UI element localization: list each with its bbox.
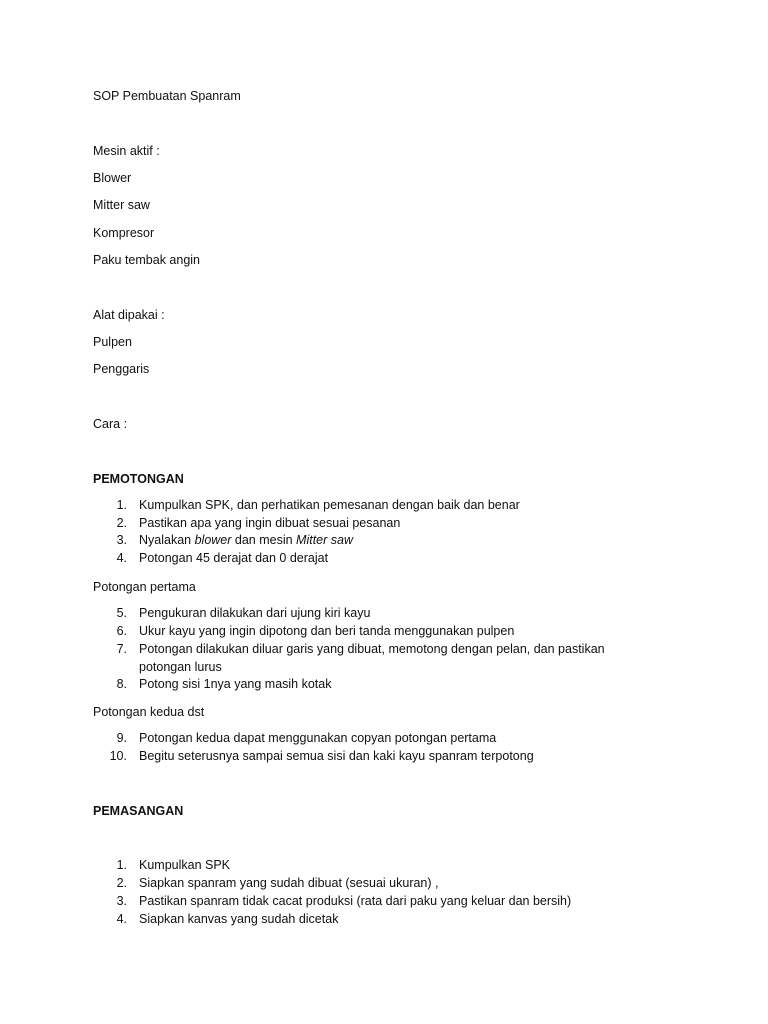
list-text: Pastikan spanram tidak cacat produksi (rata dari paku yang keluar dan bersih) (139, 894, 572, 908)
mesin-item: Paku tembak angin (93, 253, 201, 267)
emphasis-blower: blower (194, 533, 232, 547)
list-number: 5. (116, 606, 127, 620)
list-number: 4. (116, 551, 127, 565)
list-text: Begitu seterusnya sampai semua sisi dan kaki kayu spanram terpotong (139, 749, 534, 763)
list-number: 2. (116, 516, 127, 530)
list-text: Kumpulkan SPK, dan perhatikan pemesanan dengan baik dan benar (139, 498, 520, 512)
list-text: Siapkan spanram yang sudah dibuat (sesuai ukuran) , (139, 876, 439, 890)
list-number: 1. (116, 498, 127, 512)
list-number: 10. (109, 749, 127, 763)
list-number: 7. (116, 642, 127, 656)
section-heading-pemasangan: PEMASANGAN (93, 804, 184, 818)
mesin-item: Blower (93, 171, 132, 185)
alat-label: Alat dipakai : (93, 308, 165, 322)
list-number: 8. (116, 677, 127, 691)
section-heading-pemotongan: PEMOTONGAN (93, 472, 184, 486)
list-text: Potongan dilakukan diluar garis yang dibuat, memotong dengan pelan, dan pastikan potongan lurus (139, 642, 605, 674)
list-text: Potongan 45 derajat dan 0 derajat (139, 551, 329, 565)
list-number: 9. (116, 731, 127, 745)
list-text: Potong sisi 1nya yang masih kotak (139, 677, 332, 691)
list-number: 3. (116, 533, 127, 547)
mesin-item: Mitter saw (93, 198, 150, 212)
text-run: Nyalakan (139, 533, 195, 547)
subheading-potongan-kedua: Potongan kedua dst (93, 705, 205, 719)
list-text: Potongan kedua dapat menggunakan copyan potongan pertama (139, 731, 497, 745)
emphasis-mitter-saw: Mitter saw (296, 533, 353, 547)
text-run: dan mesin (231, 533, 297, 547)
alat-item: Penggaris (93, 362, 150, 376)
list-text: Pastikan apa yang ingin dibuat sesuai pesanan (139, 516, 401, 530)
cara-label: Cara : (93, 417, 128, 431)
list-text: Pengukuran dilakukan dari ujung kiri kayu (139, 606, 371, 620)
list-number: 4. (116, 912, 127, 926)
list-text: Kumpulkan SPK (139, 858, 231, 872)
list-number: 6. (116, 624, 127, 638)
list-number: 2. (116, 876, 127, 890)
list-text (139, 532, 659, 550)
mesin-item: Kompresor (93, 226, 155, 240)
alat-item: Pulpen (93, 335, 132, 349)
list-number: 1. (116, 858, 127, 872)
subheading-potongan-pertama: Potongan pertama (93, 580, 196, 594)
mesin-label: Mesin aktif : (93, 144, 160, 158)
document-title: SOP Pembuatan Spanram (93, 89, 241, 103)
list-number: 3. (116, 894, 127, 908)
list-text: Ukur kayu yang ingin dipotong dan beri tanda menggunakan pulpen (139, 624, 515, 638)
list-text: Siapkan kanvas yang sudah dicetak (139, 912, 339, 926)
